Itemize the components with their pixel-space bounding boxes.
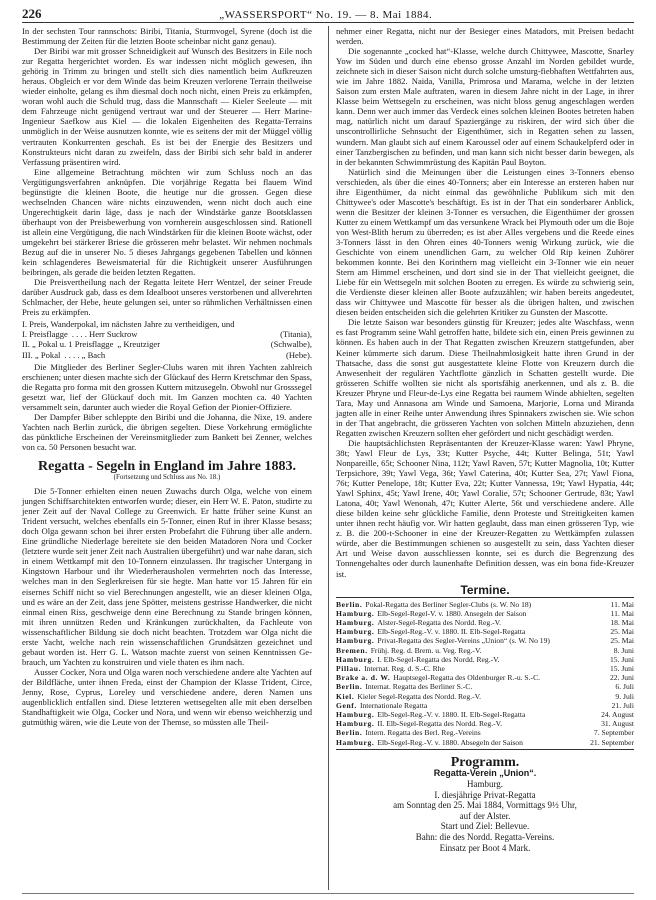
termine-row — [336, 673, 634, 682]
bottom-rule — [22, 893, 634, 894]
termine-event: Pokal-Regatta des Berliner Segler-Clubs (s. W. No 18) — [365, 599, 532, 609]
termine-event: Alster-Segel-Regatta des Nordd. Reg.-V. — [377, 618, 502, 628]
paragraph: Die Mitglieder des Berliner Segler-Clubs waren mit ihren Yachten zahlreich erschienen; unter diesen machte sich der Glückauf des Herrn Kretschmar den Spass, die Regatta pro forma mit den grossen Kuttern mitzusegeln. Obwohl nur Grosssegel gesetzt war, lief der Glückauf doch mit. Im Ganzen mochten ca. 40 Yachten versammelt sein, darunter auch wieder die Royal Gefion der Pionier-Offiziere. — [22, 361, 312, 412]
termine-row — [336, 664, 634, 673]
prize-row: I. Preisflagge . . . . Herr Suckrow (Titania), — [22, 329, 312, 340]
termine-date: 15. Juni — [609, 654, 634, 664]
programm-line: Bahn: die des Nordd. Regatta-Vereins. — [415, 832, 555, 843]
termine-row — [336, 655, 634, 664]
termine-row — [336, 600, 634, 609]
column-divider — [328, 26, 329, 890]
paragraph: Die Preisvertheilung nach der Regatta leitete Herr Wentzel, der seiner Freude darüber Ausdruck gab, dass es dem Idealboot unseres verstorbenen und allverehrten Schlmacher, der Hebe, heute gelungen sei, unter so rühmlichen Verhältnissen einen Preis zu erkämpfen. — [22, 277, 312, 318]
termine-date: 25. Mai — [610, 627, 634, 637]
programm — [336, 754, 634, 853]
termine-row — [336, 682, 634, 691]
termine-title: Termine. — [460, 582, 510, 597]
termine-date: 7. September — [593, 728, 634, 738]
termine-row — [336, 738, 634, 747]
running-title: „WASSERSPORT“ No. 19. — 8. Mai 1884. — [219, 9, 433, 21]
termine-event: Elb-Segel-Reg.-V. v. 1880. II. Elb-Segel-Regatta — [377, 710, 526, 720]
termine-place: Kiel. — [336, 691, 355, 701]
programm-club: Regatta-Verein „Union“. — [433, 768, 537, 779]
termine-date: 31. August — [601, 719, 634, 729]
paragraph: Natürlich sind die Meinungen über die Leistungen eines 3-Tonners ebenso verschieden, als über die eines 40-Tonners; aber ein Interesse an ersteren haben nur ihre Eigenthümer, da nicht einmal das gewöhnliche Publikum sich mit den Chittywee's oder Mascotte's beschäftigt. Es ist in der That ein sonderbarer Anblick, wenn die Besitzer der kleinen 3-Tonner es versuchen, die Eigenthümer der grossen Kutter zu einem Wettkampf um das versunkene Wrack bei Plymouth oder um die Boje von West-Blith herum zu überreden; es ist aber Alles vergebens und die Reede eines 3-Tonners lässt in den Ohren eines 40-Tonners wenig Wirkung zurück, wie die Geschichte von einem unendlichen Garn, zu welcher Old Rip keinen Zuhörer bekommen konnte. Bei den Korinthern mag vielleicht ein 3-Tonner wie ein neuer Stern am Himmel erscheinen, und dort sind sie in der That vielleicht geeignet, die Liebe für ein Wettsegeln mit solchen Booten zu erregen. Es würde zu schwierig sein, die Verdienste dieser kleinen aller Boote aufzuzählen; wir haben bereits angedeutet, dass wir Chittywee und Mascotte für besser als die übrigen halten, und zwischen diesen beiden entscheiden sich die gelehrten Kritiker zu Gunsten der Mascotte. — [336, 166, 634, 318]
termine-row — [336, 646, 634, 655]
termine-event: Privat-Regatta des Segler-Vereins „Union“ (s. W. No 19) — [377, 636, 550, 646]
programm-line: auf der Alster. — [459, 810, 511, 821]
termine-event: II. Elb-Segel-Regatta des Nordd. Reg.-V. — [377, 719, 503, 729]
termine-row — [336, 728, 634, 737]
termine-event: Frühj. Reg. d. Brem. u. Veg. Reg.-V. — [370, 645, 482, 655]
termine-place: Pillau. — [336, 664, 362, 674]
termine-row — [336, 692, 634, 701]
article-subtitle: (Fortsetzung und Schluss aus No. 18.) — [113, 473, 221, 482]
termine-place: Hamburg. — [336, 654, 375, 664]
page-number: 226 — [22, 6, 42, 21]
termine-place: Hamburg. — [336, 636, 375, 646]
termine-date: 22. Juni — [609, 673, 634, 683]
termine-date: 18. Mai — [610, 618, 634, 628]
termine-place: Hamburg. — [336, 737, 375, 747]
paragraph: Ausser Cocker, Nora und Olga waren noch verschiedene andere alte Yachten auf der Bildfläche, unter ihnen Freda, einst der Champion der Klasse Trident, Circe, Jenny, Rose, Cyprus, Loreley und verschiedene andere, deren Namen uns augenblicklich entfallen sind. Diese letzteren wettsegelten alle mit eben derselben Standhaftigkeit wie Olga, Cocker und Nora, und wenn wir ebenso weichherzig und gutmüthig wären, wie die Leute von der Themse, so müssten alle Theil- — [22, 666, 312, 728]
termine-place: Berlin. — [336, 599, 363, 609]
programm-line: Einsatz per Boot 4 Mark. — [439, 842, 531, 853]
programm-line: I. diesjährige Privat-Regatta — [434, 789, 536, 800]
paragraph: Der Dampfer Biber schleppte den Biribi und die Johanna, die Nixe, 19. andere Yachten nach Berlin zurück, die übrigen segelten. Diese Vorkehrung ermöglichte das pünktliche Erscheinen der Vereinsmitglieder zum Bankett bei Zenner, welches von ca. 50 Personen besucht war. — [22, 411, 312, 452]
termine-row — [336, 618, 634, 627]
termine-row — [336, 701, 634, 710]
termine-place: Hamburg. — [336, 618, 375, 628]
termine-place: Genf. — [336, 700, 357, 710]
paragraph: Die hauptsächlichsten Repräsentanten der Kreuzer-Klasse waren: Yawl Phryne, 38t; Yawl Fleur de Lys, 33t; Kutter Psyche, 44t; Kutter Belinga, 51t; Yawl Nonpareille, 65t; Schooner Nina, 112t; Yawl Raven, 57t; Kutter Magnolia, 10t; Kutter Terpsichore, 39t; Yawl Vega, 36t; Yawl Caterina, 40t; Kutter Sea, 27t; Yawl Fiona, 76t; Kutter Penelope, 18t; Kutter Eva, 22t; Kutter Vannessa, 19t; Yawl Hypatia, 44t; Yawl Sphinx, 45t; Yawl Irene, 40t; Yawl Coralie, 57t; Schooner Gertrude, 83t; Yawl Latona, 40t; Yawl Wenonah, 47t; Kutter Alerte, 56t und verschiedene andere. Alle diese bilden keine sehr glückliche Familie, denn Proteste und Streitigkeiten kamen unter ihnen recht häufig vor. Wir hatten geglaubt, dass man einen grösseren Typ, wie z. B. die 200-t-Schooner in eine der Kreuzer-Regatten zu Wettkämpfen zulassen würde, aber die Bestimmungen schienen so ausgestellt zu sein, dass Yachten dieser Art und Weise davon ausschliessen konnte, sei es durch die Begrenzung des Tonnengehaltes oder durch launenhafte Definition dessen, was ein bona fide-Kreuzer ist. — [336, 437, 634, 579]
prize-row: III. „ Pokal . . . . „ Bach (Hebe). — [22, 349, 312, 360]
termine-date: 8. Juni — [613, 645, 634, 655]
termine-date: 9. Juli — [615, 691, 634, 701]
termine-place: Brake a. d. W. — [336, 673, 391, 683]
paragraph: nehmer einer Regatta, nicht nur der Besieger eines Matadors, mit Preisen bedacht werden. — [336, 26, 634, 47]
termine-row — [336, 636, 634, 645]
termine-row — [336, 627, 634, 636]
paragraph: Die 5-Tonner erhielten einen neuen Zuwachs durch Olga, welche von einem jungen Schiffsarchitekten entworfen wurde; dieser, ein Herr W. E. Paton, studirte zu jener Zeit auf der Naval College zu Greenwich. Er hatte früher seine Kunst an Trident versucht, welches ebenfalls ein 5-Tonner, einen Ruf in ihrer Klasse besass; doch Olga gewann schon bei ihrer ersten Probefahrt die Führung über alle andern. Eine gründliche Niederlage bereitete sie den beiden Matadoren Nora und Cocker (letztere wurde seit jener Zeit nach Australien übergeführt) und war nahe daran, sich in einem Wettkampf mit den 10-Tonnern einzulassen. Ihr tragischer Untergang in Kingstown Harbour und ihr Wiederherausholen vermehrten noch das Interesse, welches man in den Seglerkreisen für sie hegte. Man hatte vor 15 Jahren für ein eisernes Schiff nicht so viel Berechnungen angestellt, wie an dieser kleinen Olga, und es wäre an der Zeit, dass jene Spötter, meistens gestrisse Handwerker, die nicht einmal einen Riss, geschweige denn eine Berechnung zu Stande bringen können, mit ihren unnützen Reden und Kränkungen zurückhalten, da Fachleute von wissenschaftlicher Bildung sie doch nicht beachten. Trotzdem war Olga nicht die erste Yacht, welche nach rein wissenschaftlichen Grundsätzen gezeichnet und gebaut worden ist. Herr G. L. Watson machte zuerst von seinen Kenntnissen Gebrauch, um Yachten zu konstruiren und viele thaten es ihm nach. — [22, 486, 312, 667]
termine-list — [336, 600, 634, 747]
termine-place: Berlin. — [336, 728, 363, 738]
termine-row — [336, 719, 634, 728]
termine-date: 11. Mai — [610, 608, 634, 618]
programm-title: Programm. — [450, 754, 520, 770]
termine-place: Hamburg. — [336, 608, 375, 618]
paragraph: In der sechsten Tour rannschots: Biribi, Titania, Sturmvogel, Syrene (doch ist die Bestimmung der Zeiten für die letzten Boote scheinbar nicht ganz genau). — [22, 26, 312, 47]
article-title: Regatta - Segeln in England im Jahre 1883. — [38, 458, 296, 474]
programm-line: Hamburg. — [466, 779, 504, 790]
termine-rule — [336, 597, 634, 598]
termine-place: Hamburg. — [336, 627, 375, 637]
termine-date: 21. September — [590, 737, 634, 747]
termine-place: Bremen. — [336, 645, 368, 655]
header-rule — [22, 22, 634, 23]
termine-date: 11. Mai — [610, 599, 634, 609]
termine-place: Berlin. — [336, 682, 363, 692]
paragraph: Die letzte Saison war besonders günstig für Kreuzer; jedes alte Waschfass, wenn es fast Programm seine Wahl getroffen hatte, bildete sich ein, einen Preis gewinnen zu können. Es haben auch in der That Regatten zwischen Kreuzern stattgefunden, aber Keiner kümmerte sich darum. Diese Theilnahmlosigkeit hatte ihren Grund in der Thatsache, dass die sonst gut ausgestattete kleine Flotte von Kreuzern durch die Anwesenheit der regulären Yachtflotte gänzlich in Schatten gestellt wurde. Die grösseren Schiffe wollten sie nicht als sportsfähig anerkennen, und als z. B. die Kreuzer Phryne und Fleur-de-Lys eine Regatta bei raumem Winde abhielten, segelten Tara, May und Annasona am Winde und Samoena, Marjorie, Lorna und Miranda jagten alle in einer Reihe unter Anwendung ihres Spinnakers zwischen sie. Wie schon in der That angebracht, die grösseren Yachten von solchen Mitteln abzuziehen, denn Regatten zwischen Kreuzern sollten eher gefördert und nicht geschädigt werden. — [336, 317, 634, 438]
termine-event: Elb-Segel-Regel-V. v. 1880. Ansegeln der Saison — [377, 608, 527, 618]
termine-event: Internat. Reg. d. S.-C. Rhe — [364, 664, 445, 674]
termine-place: Hamburg. — [336, 719, 375, 729]
paragraph: Die sogenannte „cocked hat“-Klasse, welche durch Chittywee, Mascotte, Snarley Yow im Süden und durch eine ebenso grosse Anzahl im Norden gebildet wurde, zeichnete sich in dieser Saison nicht durch solche umsturg-fiebhaften Wettfahrten aus, wie im Jahre 1882. Naida, Vanilla, Primrosa und Marama, welche in der letzten Saison zum ersten Male auftraten, waren in diesem Jahre nicht in der Lage, in ihrer Klasse beim Wettsegeln zu erscheinen, was nicht bloss genug angeschlagen werden kann. Denn wer auch immer das Verdeck eines solchen kleinen Bootes betreten haben mag, natürlich nicht um darauf Spaziergänge zu riskiren, der wird sich über die unscontrollirliche Sehnsucht der Eigenthümer, sich in Regatten sehen zu lassen, wundern. Man glaubt sich auf einem Karoussel oder auf einem Schaukelpferd oder in einer Tanzbergischen zu befinden, und man kann sich nicht besser darin bewegen, als in der bekannten Schwimmrüstung des Kapitän Paul Boyton. — [336, 46, 634, 167]
termine-event: Elb-Segel-Reg.-V. v. 1880. Absegeln der Saison — [377, 737, 523, 747]
termine-event: Internat. Regatta des Berliner S.-C. — [365, 682, 473, 692]
termine-event: Internationale Regatta — [359, 700, 428, 710]
termine-date: 15. Juni — [609, 664, 634, 674]
termine-date: 24. August — [601, 710, 634, 720]
prize-row: I. Preis, Wanderpokal, im nächsten Jahre zu vertheidigen, und — [22, 319, 235, 330]
termine-date: 21. Juli — [611, 700, 634, 710]
termine-date: 6. Juli — [615, 682, 634, 692]
programm-line: am Sonntag den 25. Mai 1884, Vormittags 9½ Uhr, — [393, 800, 577, 811]
termine-place: Hamburg. — [336, 710, 375, 720]
prize-row: II. „ Pokal u. 1 Preisflagge „ Kreutziger (Schwalbe), — [22, 339, 312, 350]
paragraph: Der Biribi war mit grosser Schneidigkeit auf Wunsch des Besitzers in Eile noch zur Regatta hergerichtet worden. Es war indessen nicht möglich gewesen, ihn gehörig in Trimm zu bringen und stellt sich dies namentlich beim Aufkreuzen heraus. Obgleich er vor dem Winde das beim Kreuzen verlorene Terrain theilweise wieder einholte, gelang es ihm diesmal doch noch nicht, einen Preis zu erkämpfen, woran wohl auch die Schuld trug, dass die Mannschaft — Kieler Seeleute — mit dem Fahrzeuge nicht genügend vertraut war und der Steuerer — Herr Marine-Ingenieur Saefkow aus Kiel — die lokalen Eigenheiten des Regatta-Terrains unmöglich in der Weise ausnutzen konnte, wie es seitens der mit der Müggel völlig vertrauten Konkurrenten geschah. Es ist bei der Energie des Besitzers und Konstrukteurs nicht daran zu zweifeln, dass der Biribi sich sehr bald in anderer Verfassung präsentiren wird. — [22, 46, 312, 167]
termine-row — [336, 609, 634, 618]
prize-list — [22, 319, 312, 359]
programm-lines — [336, 779, 634, 853]
termine-date: 25. Mai — [610, 636, 634, 646]
termine-row — [336, 710, 634, 719]
left-column — [22, 26, 312, 727]
programm-line: Start und Ziel: Bellevue. — [440, 821, 530, 832]
right-column — [336, 26, 634, 853]
termine-event: Elb-Segel-Reg.-V. v. 1880. II. Elb-Segel-Regatta — [377, 627, 526, 637]
termine-event: Kieler Segel-Regatta des Nordd. Reg.-V. — [357, 691, 482, 701]
termine-rule — [336, 749, 634, 750]
termine-event: Intern. Regatta des Berl. Reg.-Vereins — [365, 728, 481, 738]
paragraph: Eine allgemeine Betrachtung möchten wir zum Schluss noch an das Vergütigungsverfahren anknüpfen. Die vorjährige Regatta bei flauem Wind begünstigte die kleinen Boote, die heutige nur die grossen. Gegen diese wechselnden Chancen wäre nichts einzuwenden, wenn nicht doch auch eine Ungerechtigkeit darin läge, dass je nach der Windstärke ganze Bootsklassen überhaupt von der Preisbewerbung von vornherein ausgeschlossen sind. Rationell ist allein eine Vergütigung, die nach Windstärken für die kleinen Boote wächst, oder umgekehrt bei stärkerer Briese die grösseren mehr belastet. Wir nehmen nochmals Bezug auf die in unserer No. 5 dieses Jahrgangs gegebenen Tabellen und können kein schlagenderes Beweismaterial für die Richtigkeit unserer Ausführungen beibringen, als gerade die beiden letzten Regatten. — [22, 166, 312, 278]
termine-event: I. Elb-Segel-Regatta des Nordd. Reg.-V. — [377, 654, 500, 664]
termine-event: Hauptsegel-Regatta des Oldenburger R.-u. S.-C. — [393, 673, 541, 683]
